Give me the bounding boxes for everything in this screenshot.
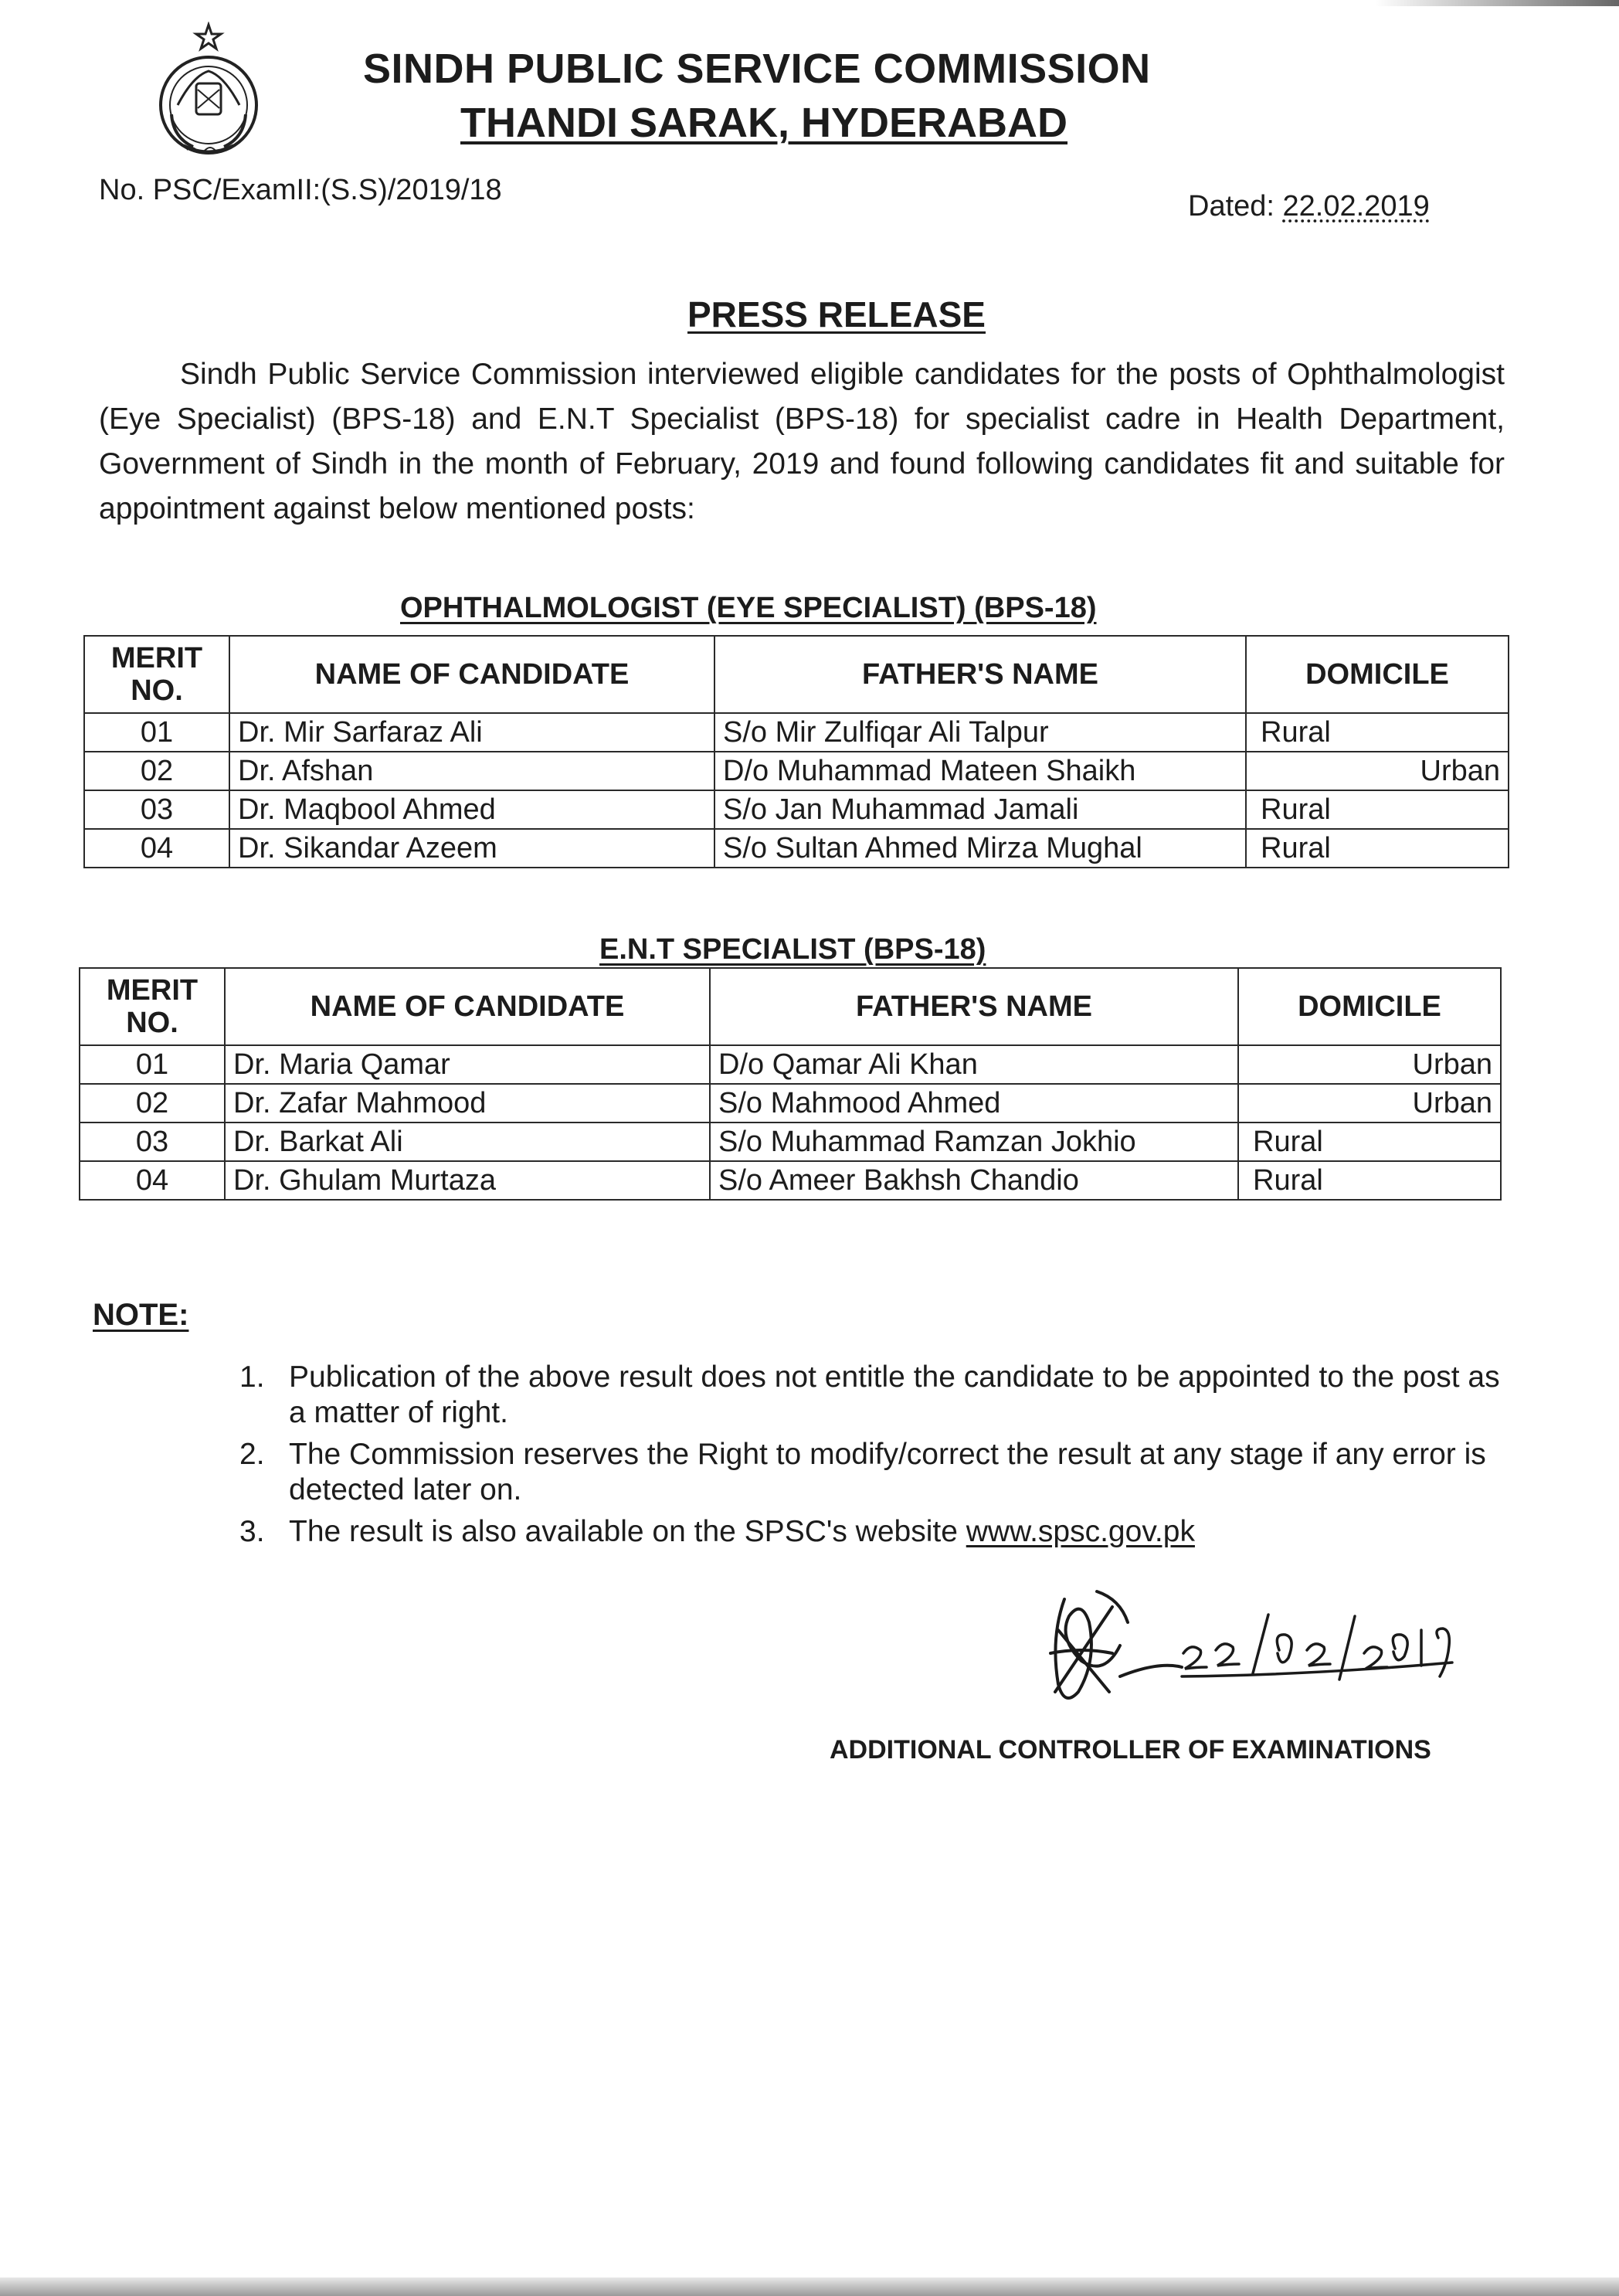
domicile-cell: Urban [1238,1084,1501,1123]
candidate-name-cell: Dr. Ghulam Murtaza [225,1161,710,1200]
table-row [84,829,1509,868]
domicile-cell: Urban [1246,752,1509,790]
merit-no-cell: 03 [84,790,229,829]
merit-no-cell: 01 [84,713,229,752]
father-name-cell: D/o Qamar Ali Khan [710,1045,1238,1084]
merit-no-cell: 04 [84,829,229,868]
domicile-cell: Rural [1246,713,1509,752]
table-row [84,790,1509,829]
signatory-title: ADDITIONAL CONTROLLER OF EXAMINATIONS [830,1735,1431,1764]
table-row [80,1123,1501,1161]
father-name-cell: S/o Muhammad Ramzan Jokhio [710,1123,1238,1161]
table-row [84,713,1509,752]
note-text: The Commission reserves the Right to modify/correct the result at any stage if any error is detected later on. [289,1438,1486,1506]
father-name-cell: S/o Mir Zulfiqar Ali Talpur [714,713,1246,752]
scan-edge-top [1375,0,1619,6]
press-release-body: Sindh Public Service Commission interviewed eligible candidates for the posts of Ophthalmologist (Eye Specialist) (BPS-18) and E.N.T Specialist (BPS-18) for specialist cadre in Health Department, Government of Sindh in the month of February, 2019 and found following candidates fit and suitable for appointment against below mentioned posts: [99,358,1505,525]
father-name-cell: D/o Muhammad Mateen Shaikh [714,752,1246,790]
note-item [239,1514,1506,1550]
merit-no-cell: 01 [80,1045,225,1084]
father-name-cell: S/o Mahmood Ahmed [710,1084,1238,1123]
col-header-merit-no: MERIT NO. [84,636,229,713]
col-header-candidate: NAME OF CANDIDATE [229,636,714,713]
table-header-row [80,968,1501,1045]
reference-number: No. PSC/ExamII:(S.S)/2019/18 [99,174,502,206]
note-item [239,1360,1506,1431]
note-text-body: The result is also available on the SPSC's website [289,1515,958,1548]
candidate-name-cell: Dr. Zafar Mahmood [225,1084,710,1123]
col-header-merit-no: MERIT NO. [80,968,225,1045]
domicile-cell: Rural [1238,1161,1501,1200]
table-row [80,1045,1501,1084]
candidate-name-cell: Dr. Maqbool Ahmed [229,790,714,829]
domicile-cell: Rural [1246,829,1509,868]
note-list [239,1360,1506,1556]
merit-no-cell: 03 [80,1123,225,1161]
scan-edge-bottom [0,2277,1619,2296]
domicile-cell: Rural [1246,790,1509,829]
website-link[interactable]: www.spsc.gov.pk [966,1515,1195,1548]
candidate-name-cell: Dr. Maria Qamar [225,1045,710,1084]
col-header-domicile: DOMICILE [1238,968,1501,1045]
col-header-domicile: DOMICILE [1246,636,1509,713]
note-number: 1. [239,1360,265,1394]
candidate-name-cell: Dr. Afshan [229,752,714,790]
org-address: THANDI SARAK, HYDERABAD [460,100,1068,146]
sindh-seal-icon [147,22,270,161]
col-header-father: FATHER'S NAME [714,636,1246,713]
father-name-cell: S/o Sultan Ahmed Mirza Mughal [714,829,1246,868]
candidate-name-cell: Dr. Sikandar Azeem [229,829,714,868]
ophthalmologist-merit-table [83,635,1509,868]
note-number: 3. [239,1515,265,1548]
domicile-cell: Urban [1238,1045,1501,1084]
table-row [80,1084,1501,1123]
table-row [84,752,1509,790]
col-header-father: FATHER'S NAME [710,968,1238,1045]
ent-merit-table [79,967,1502,1201]
date-value: 22.02.2019 [1282,190,1430,222]
press-release-title: PRESS RELEASE [687,294,986,335]
handwritten-signature-icon [1004,1576,1468,1754]
table-row [80,1161,1501,1200]
merit-no-cell: 02 [80,1084,225,1123]
table-title-ent: E.N.T SPECIALIST (BPS-18) [599,933,986,966]
col-header-candidate: NAME OF CANDIDATE [225,968,710,1045]
merit-no-cell: 04 [80,1161,225,1200]
father-name-cell: S/o Jan Muhammad Jamali [714,790,1246,829]
org-name: SINDH PUBLIC SERVICE COMMISSION [363,46,1151,92]
candidate-name-cell: Dr. Barkat Ali [225,1123,710,1161]
note-text: Publication of the above result does not entitle the candidate to be appointed to the post as a matter of right. [289,1360,1500,1429]
table-header-row [84,636,1509,713]
candidate-name-cell: Dr. Mir Sarfaraz Ali [229,713,714,752]
note-item [239,1437,1506,1508]
date-line [1188,190,1430,223]
note-text [289,1514,1506,1550]
father-name-cell: S/o Ameer Bakhsh Chandio [710,1161,1238,1200]
merit-no-cell: 02 [84,752,229,790]
note-heading: NOTE: [93,1298,189,1332]
domicile-cell: Rural [1238,1123,1501,1161]
note-number: 2. [239,1438,265,1471]
table-title-ophthalmologist: OPHTHALMOLOGIST (EYE SPECIALIST) (BPS-18) [400,592,1097,624]
date-label: Dated: [1188,190,1274,222]
